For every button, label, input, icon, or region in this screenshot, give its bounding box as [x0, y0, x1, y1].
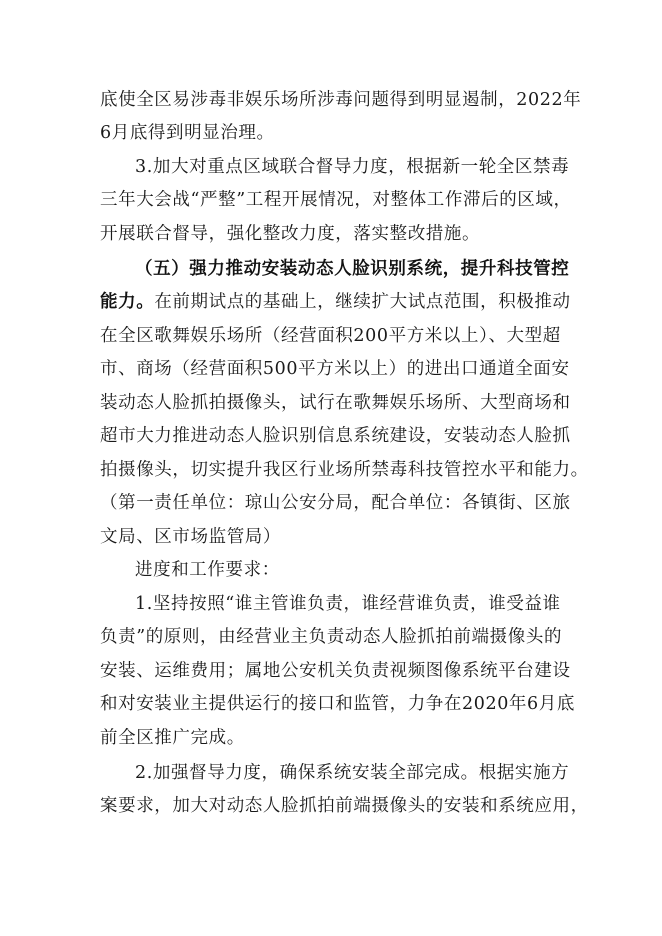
- text-line-22: 案要求，加大对动态人脸抓拍前端摄像头的安装和系统应用，: [100, 796, 589, 816]
- text-line-15: 进度和工作要求：: [135, 560, 280, 580]
- text-line-4: 三年大会战“严整”工程开展情况，对整体工作滞后的区域，: [100, 190, 572, 210]
- text-line-8: 在全区歌舞娱乐场所（经营面积200平方米以上）、大型超: [100, 326, 561, 346]
- text-line-7-body: 在前期试点的基础上，继续扩大试点范围，积极推动: [154, 292, 571, 312]
- text-line-16: 1.坚持按照“谁主管谁负责，谁经营谁负责，谁受益谁: [135, 594, 561, 614]
- text-line-12: 拍摄像头，切实提升我区行业场所禁毒科技管控水平和能力。: [100, 460, 589, 480]
- text-line-1: 底使全区易涉毒非娱乐场所涉毒问题得到明显遏制，2022年: [100, 90, 582, 110]
- text-line-13: （第一责任单位：琼山公安分局，配合单位：各镇街、区旅: [100, 493, 571, 513]
- text-line-5: 开展联合督导，强化整改力度，落实整改措施。: [100, 224, 481, 244]
- section-heading-tail: 能力。: [100, 292, 155, 312]
- text-line-19: 和对安装业主提供运行的接口和监管，力争在2020年6月底: [100, 694, 575, 714]
- text-line-18: 安装、运维费用；属地公安机关负责视频图像系统平台建设: [100, 661, 571, 681]
- text-line-17: 负责”的原则，由经营业主负责动态人脸抓拍前端摄像头的: [100, 627, 563, 647]
- text-line-10: 装动态人脸抓拍摄像头，试行在歌舞娱乐场所、大型商场和: [100, 393, 571, 413]
- text-line-7: [100, 290, 571, 314]
- text-line-3: 3.加大对重点区域联合督导力度，根据新一轮全区禁毒: [135, 157, 570, 177]
- text-line-21: 2.加强督导力度，确保系统安装全部完成。根据实施方: [135, 763, 570, 783]
- text-line-14: 文局、区市场监管局）: [100, 527, 281, 547]
- text-line-2: 6月底得到明显治理。: [100, 123, 275, 143]
- text-line-20: 前全区推广完成。: [100, 728, 245, 748]
- text-line-9: 市、商场（经营面积500平方米以上）的进出口通道全面安: [100, 359, 570, 379]
- section-heading: （五）强力推动安装动态人脸识别系统，提升科技管控: [135, 259, 570, 279]
- text-line-11: 超市大力推进动态人脸识别信息系统建设，安装动态人脸抓: [100, 426, 571, 446]
